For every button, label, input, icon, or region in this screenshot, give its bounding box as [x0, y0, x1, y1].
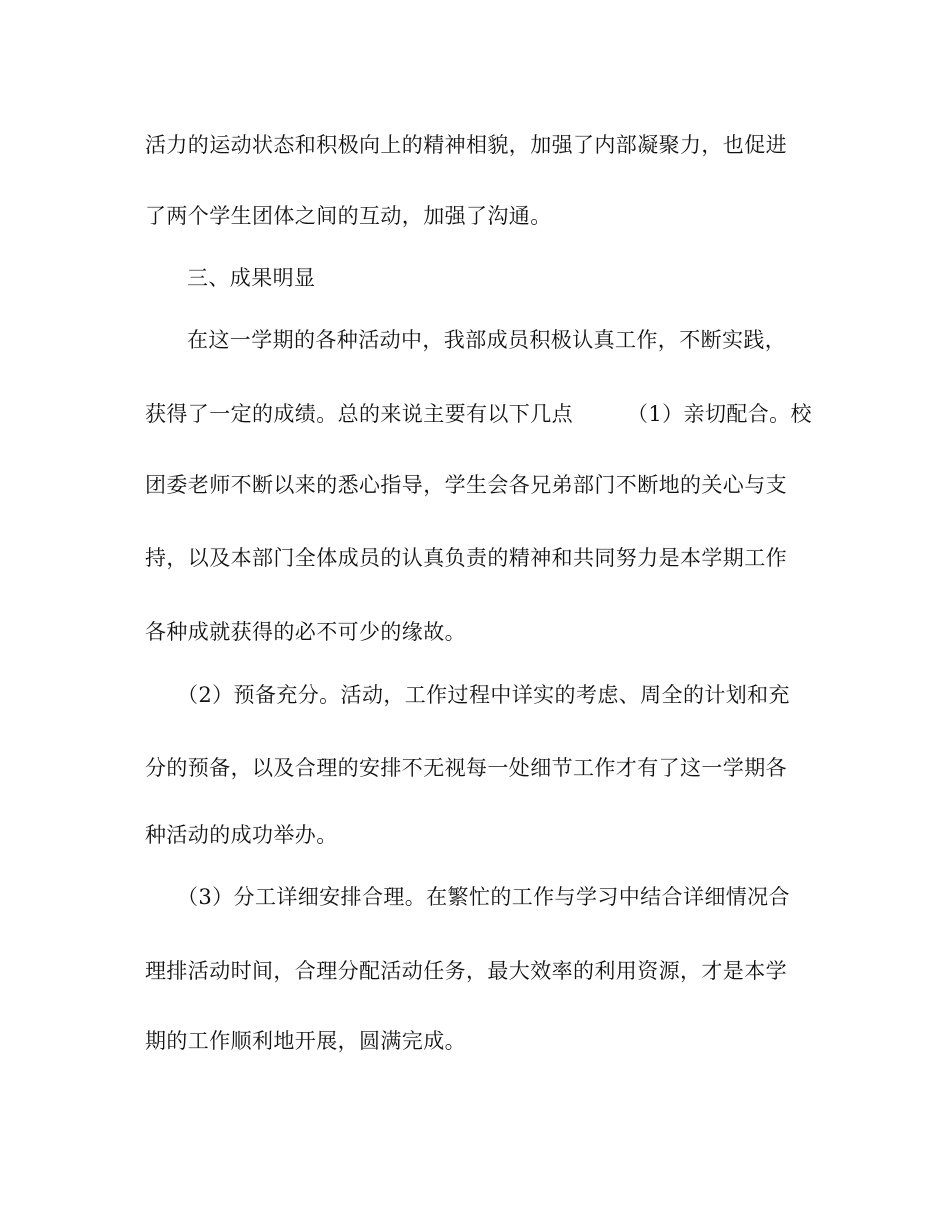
- text-line-8: 各种成就获得的必不可少的缘故。: [145, 620, 466, 644]
- text-line-6: 团委老师不断以来的悉心指导，学生会各兄弟部门不断地的关心与支: [145, 473, 787, 497]
- text-line-9: （2）预备充分。活动，工作过程中详实的考虑、周全的计划和充: [177, 683, 790, 707]
- text-line-4: 在这一学期的各种活动中，我部成员积极认真工作，不断实践，: [187, 328, 787, 352]
- text-line-5-part-a: 获得了一定的成绩。总的来说主要有以下几点: [145, 402, 573, 426]
- text-line-2: 了两个学生团体之间的互动，加强了沟通。: [145, 204, 552, 228]
- text-line-11: 种活动的成功举办。: [145, 823, 338, 847]
- text-line-5: [145, 401, 810, 427]
- section-heading: 三、成果明显: [187, 266, 316, 290]
- text-line-12: （3）分工详细安排合理。在繁忙的工作与学习中结合详细情况合: [177, 885, 790, 909]
- text-line-1: 活力的运动状态和积极向上的精神相貌，加强了内部凝聚力，也促进: [145, 133, 787, 157]
- text-line-14: 期的工作顺利地开展，圆满完成。: [145, 1029, 466, 1053]
- text-line-10: 分的预备，以及合理的安排不无视每一处细节工作才有了这一学期各: [145, 756, 787, 780]
- text-line-13: 理排活动时间，合理分配活动任务，最大效率的利用资源，才是本学: [145, 959, 787, 983]
- text-line-7: 持，以及本部门全体成员的认真负责的精神和共同努力是本学期工作: [145, 546, 787, 570]
- text-line-5-part-b: （1）亲切配合。校: [627, 402, 812, 426]
